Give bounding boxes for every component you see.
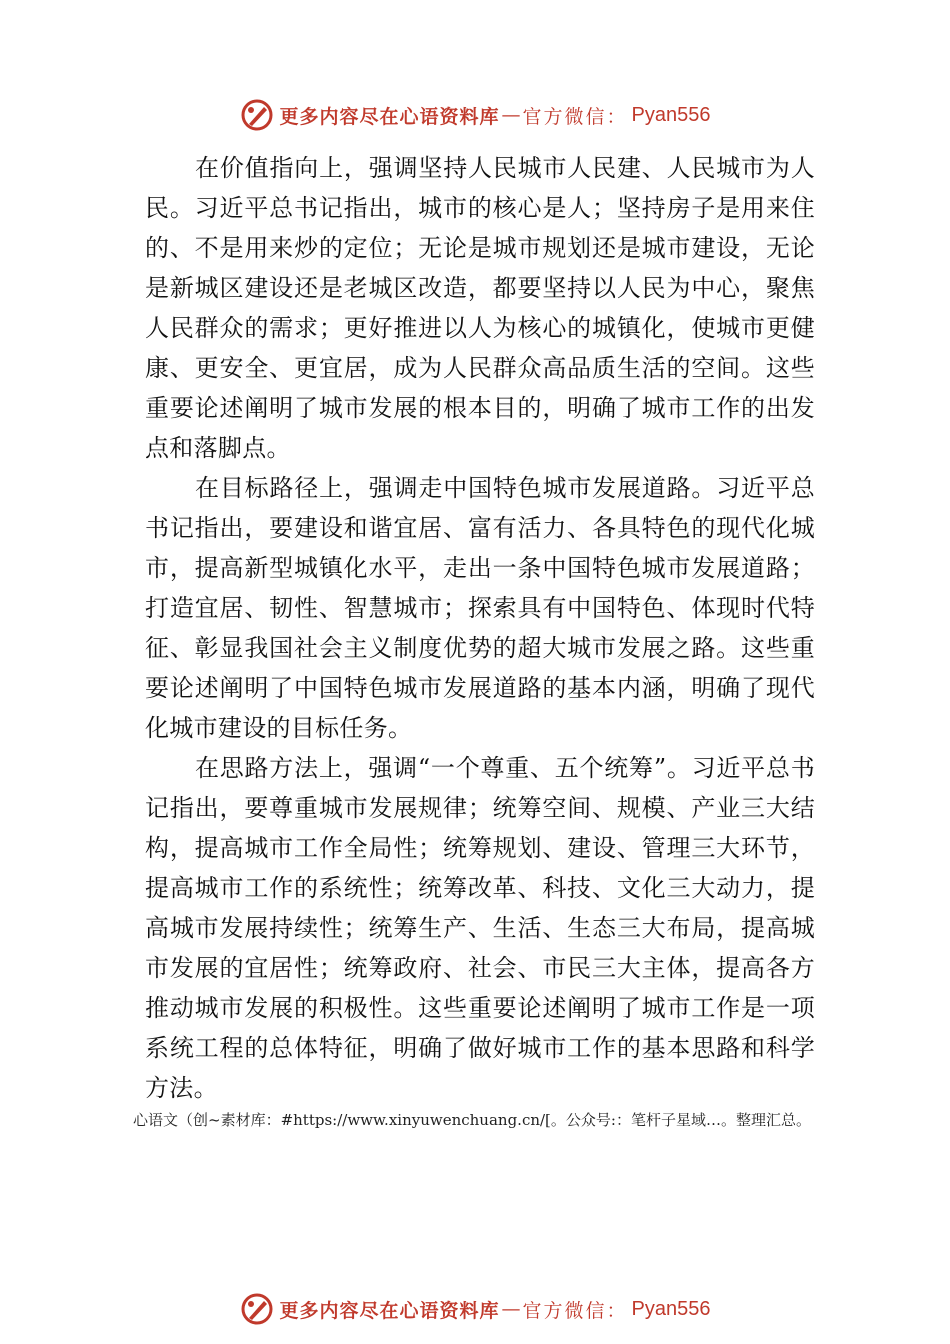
footer-banner (0, 1289, 950, 1329)
banner-wechat-label: 官方微信： (522, 105, 628, 128)
paragraph-methods: 在思路方法上，强调“一个尊重、五个统筹”。习近平总书记指出，要尊重城市发展规律；统筹空间、规模、产业三大结构，提高城市工作全局性；统筹规划、建设、管理三大环节，提高城市工作的系统性；统筹改革、科技、文化三大动力，提高城市发展持续性；统筹生产、生活、生态三大布局，提高城市发展的宜居性；统筹政府、社会、市民三大主体，提高各方推动城市发展的积极性。这些重要论述阐明了城市工作是一项系统工程的总体特征，明确了做好城市工作的基本思路和科学方法。 (145, 754, 815, 1102)
article-body (145, 148, 815, 1108)
banner-brand-text: 更多内容尽在心语资料库 (279, 1299, 500, 1322)
pen-logo-icon (240, 98, 274, 132)
paragraph-target-path: 在目标路径上，强调走中国特色城市发展道路。习近平总书记指出，要建设和谐宜居、富有活力、各具特色的现代化城市，提高新型城镇化水平，走出一条中国特色城市发展道路；打造宜居、韧性、智慧城市；探索具有中国特色、体现时代特征、彰显我国社会主义制度优势的超大城市发展之路。这些重要论述阐明了中国特色城市发展道路的基本内涵，明确了现代化城市建设的目标任务。 (145, 474, 815, 742)
banner-brand-text: 更多内容尽在心语资料库 (279, 105, 500, 128)
banner-wechat-id: Pyan556 (631, 103, 711, 126)
pen-logo-icon (240, 1292, 274, 1326)
banner-dash: — (501, 104, 521, 126)
banner-dash: — (501, 1298, 521, 1320)
header-banner (0, 95, 950, 135)
paragraph-value-orientation: 在价值指向上，强调坚持人民城市人民建、人民城市为人民。习近平总书记指出，城市的核心是人；坚持房子是用来住的、不是用来炒的定位；无论是城市规划还是城市建设，无论是新城区建设还是老城区改造，都要坚持以人民为中心，聚焦人民群众的需求；更好推进以人为核心的城镇化，使城市更健康、更安全、更宜居，成为人民群众高品质生活的空间。这些重要论述阐明了城市发展的根本目的，明确了城市工作的出发点和落脚点。 (145, 154, 815, 462)
banner-wechat-label: 官方微信： (522, 1299, 628, 1322)
banner-wechat-id: Pyan556 (631, 1297, 711, 1320)
source-footnote: 心语文（创~素材库：#https://www.xinyuwenchuang.cn/[。公众号:：笔杆子星域…。整理汇总。 (133, 1111, 811, 1129)
